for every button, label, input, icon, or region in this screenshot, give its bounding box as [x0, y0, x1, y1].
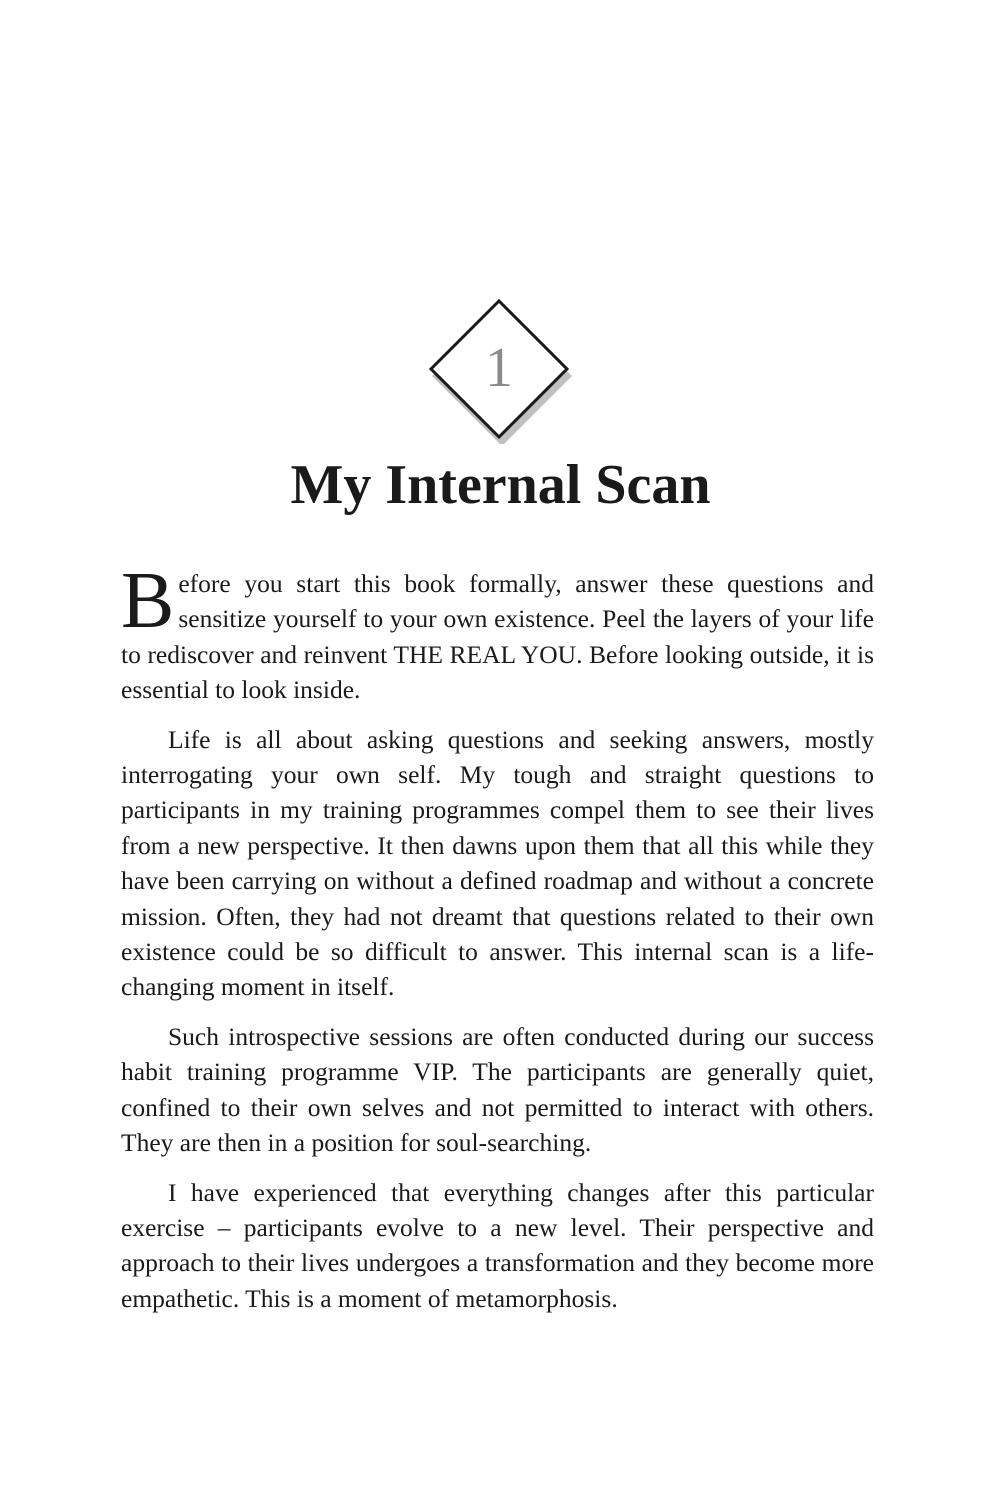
chapter-number-badge [426, 298, 572, 444]
paragraph-2: Life is all about asking questions and seeking answers, mostly interrogating your own self. My tough and straight questions to participants in my training programmes compel them to see their lives from a new perspective. It then dawns upon them that all this while they have been carrying on without a defined roadmap and without a concrete mission. Often, they had not dreamt that questions related to their own existence could be so difficult to answer. This internal scan is a life-changing moment in itself. [121, 724, 874, 1002]
drop-cap: B [121, 557, 175, 645]
chapter-number: 1 [485, 337, 513, 399]
chapter-body [121, 557, 874, 1330]
paragraph-1 [121, 557, 874, 708]
paragraph-4: I have experienced that everything changes after this particular exercise – participants evolve to a new level. Their perspective and approach to their lives undergoes a transformation and they become more empathetic. This is a moment of metamorphosis. [121, 1177, 874, 1313]
chapter-title: My Internal Scan [290, 454, 711, 516]
paragraph-1-text: efore you start this book formally, answer these questions and sensitize yourself to your own existence. Peel the layers of your life to rediscover and reinvent THE REAL YOU. Before looking outside, it is essential to look inside. [121, 569, 874, 705]
paragraph-3: Such introspective sessions are often conducted during our success habit training programme VIP. The participants are generally quiet, confined to their own selves and not permitted to interact with others. They are then in a position for soul-searching. [121, 1021, 874, 1158]
